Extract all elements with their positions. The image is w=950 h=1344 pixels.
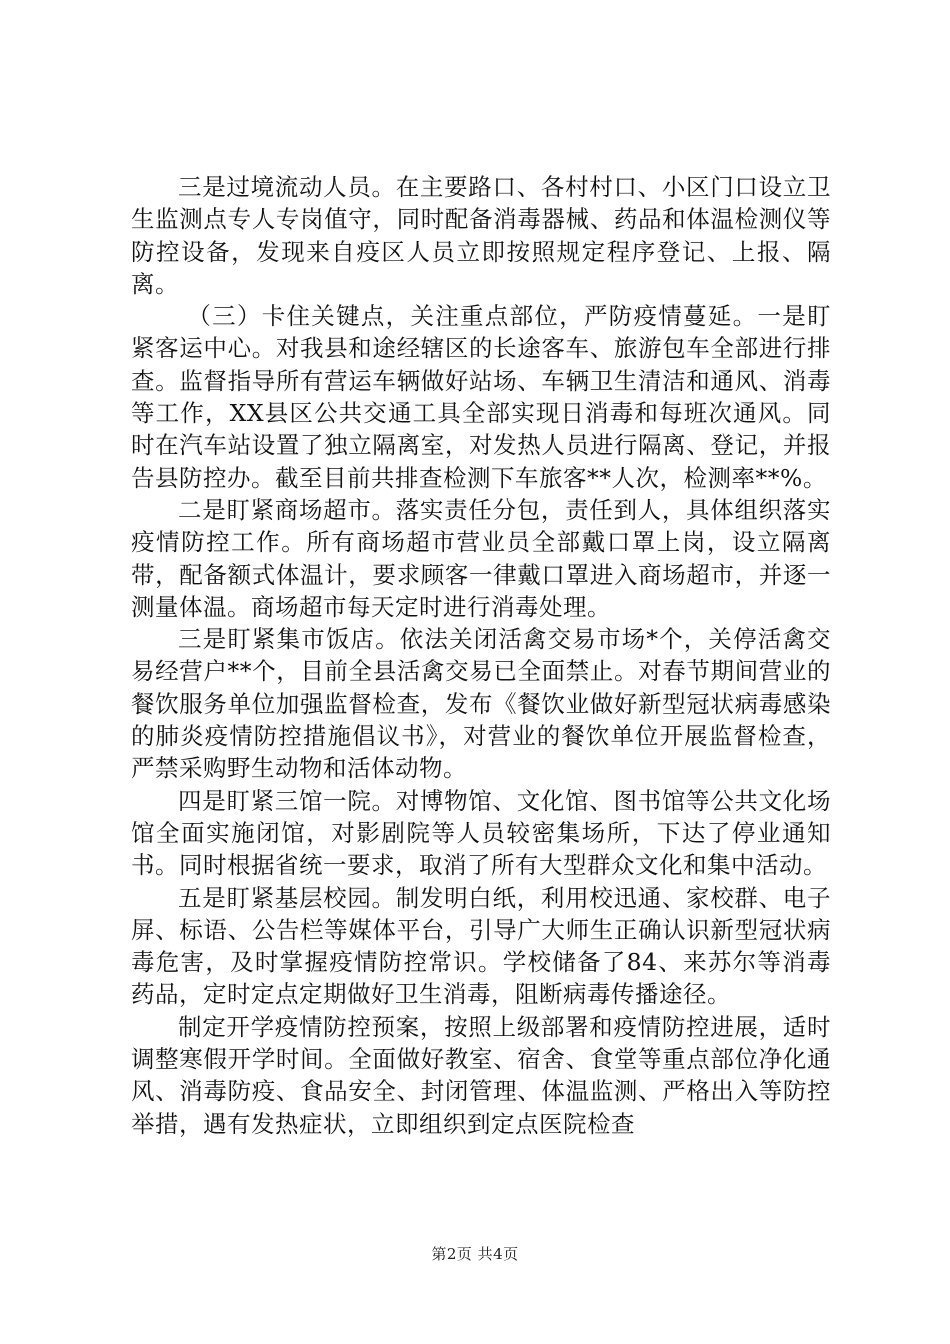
paragraph-border-personnel: 三是过境流动人员。在主要路口、各村村口、小区门口设立卫生监测点专人专岗值守，同时配备消毒器械、药品和体温检测仪等防控设备，发现来自疫区人员立即按照规定程序登记、上报、隔离。 xyxy=(131,173,831,298)
paragraph-schools: 五是盯紧基层校园。制发明白纸，利用校迅通、家校群、电子屏、标语、公告栏等媒体平台，引导广大师生正确认识新型冠状病毒危害，及时掌握疫情防控常识。学校储备了84、来苏尔等消毒药品，定时定点定期做好卫生消毒，阻断病毒传播途径。 xyxy=(131,883,831,1009)
paragraph-markets-restaurants: 三是盯紧集市饭店。依法关闭活禽交易市场*个，关停活禽交易经营户**个，目前全县活禽交易已全面禁止。对春节期间营业的餐饮服务单位加强监督检查，发布《餐饮业做好新型冠状病毒感染的肺炎疫情防控措施倡议书》，对营业的餐饮单位开展监督检查，严禁采购野生动物和活体动物。 xyxy=(131,625,831,783)
page-number-footer: 第2页 共4页 xyxy=(431,1245,519,1263)
document-body xyxy=(131,171,831,1140)
paragraph-school-reopening: 制定开学疫情防控预案，按照上级部署和疫情防控进展，适时调整寒假开学时间。全面做好教室、宿舍、食堂等重点部位净化通风、消毒防疫、食品安全、封闭管理、体温监测、严格出入等防控举措，遇有发热症状，立即组织到定点医院检查 xyxy=(131,1012,831,1138)
paragraph-key-points: （三）卡住关键点，关注重点部位，严防疫情蔓延。一是盯紧客运中心。对我县和途经辖区的长途客车、旅游包车全部进行排查。监督指导所有营运车辆做好站场、车辆卫生清洁和通风、消毒等工作，XX县区公共交通工具全部实现日消毒和每班次通风。同时在汽车站设置了独立隔离室，对发热人员进行隔离、登记，并报告县防控办。截至目前共排查检测下车旅客**人次，检测率**%。 xyxy=(131,302,831,492)
paragraph-cultural-venues: 四是盯紧三馆一院。对博物馆、文化馆、图书馆等公共文化场馆全面实施闭馆，对影剧院等人员较密集场所，下达了停业通知书。同时根据省统一要求，取消了所有大型群众文化和集中活动。 xyxy=(131,786,831,880)
paragraph-supermarkets: 二是盯紧商场超市。落实责任分包，责任到人，具体组织落实疫情防控工作。所有商场超市营业员全部戴口罩上岗，设立隔离带，配备额式体温计，要求顾客一律戴口罩进入商场超市，并逐一测量体温。商场超市每天定时进行消毒处理。 xyxy=(131,495,831,621)
